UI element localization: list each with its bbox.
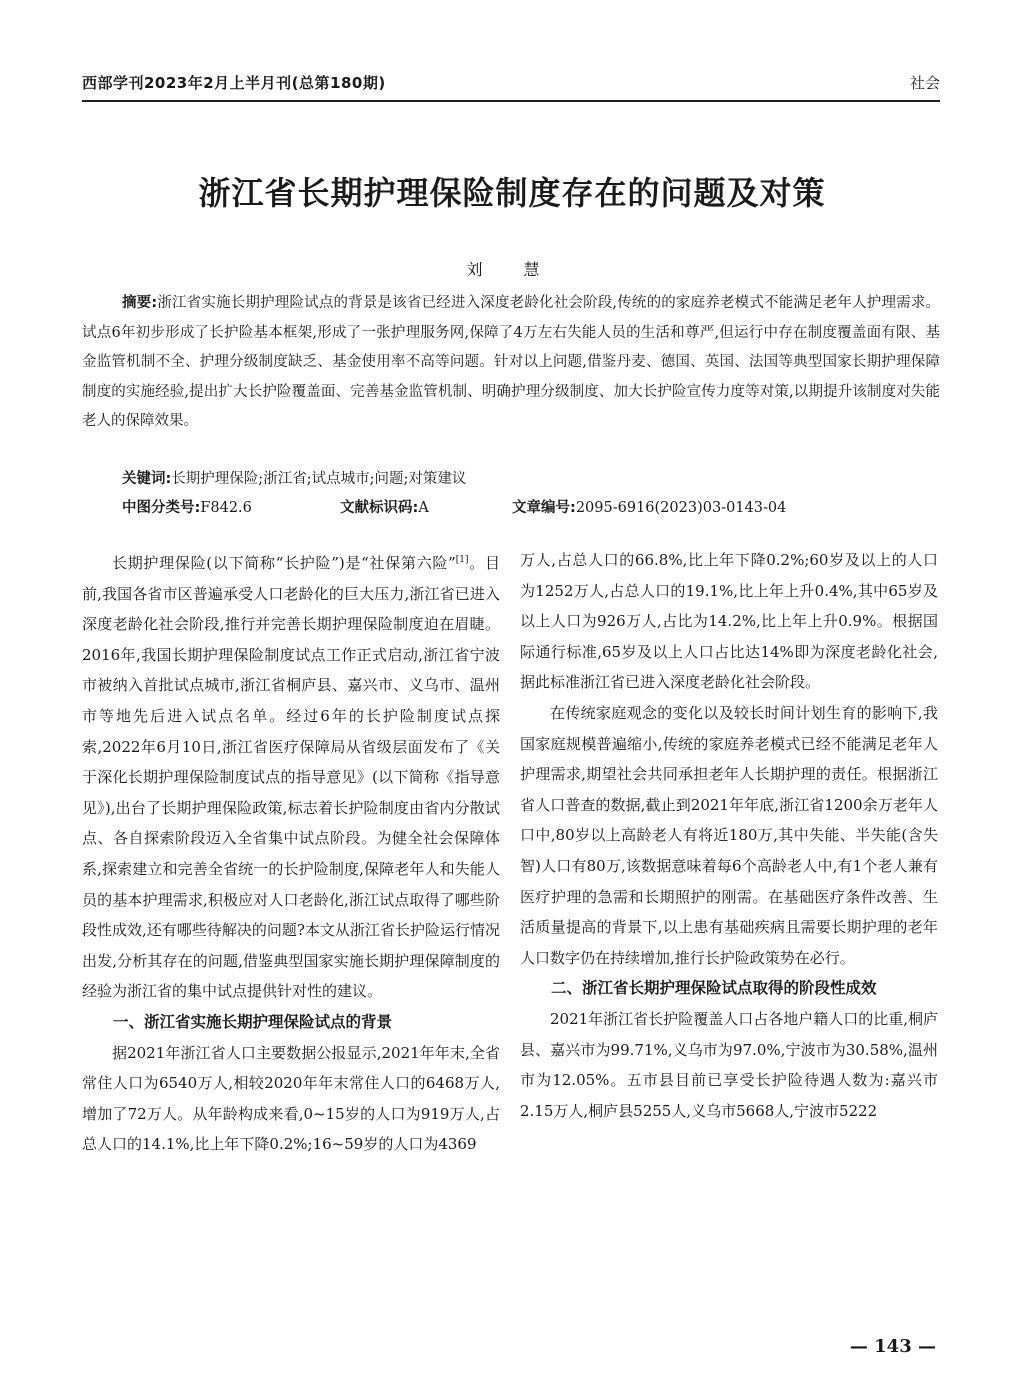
paragraph-coverage: 2021年浙江省长护险覆盖人口占各地户籍人口的比重,桐庐县、嘉兴市为99.71%,义乌市为97.0%,宁波市为30.58%,温州市为12.05%。五市县目前已享受长护险待遇人数为:嘉兴市2.15万人,桐庐县5255人,义乌市5668人,宁波市5222: [520, 1009, 938, 1120]
section-heading-1: 一、浙江省实施长期护理保险试点的背景: [113, 1012, 393, 1031]
keywords: [122, 467, 466, 488]
abstract-text: 浙江省实施长期护理险试点的背景是该省已经进入深度老龄化社会阶段,传统的的家庭养老模式不能满足老年人护理需求。试点6年初步形成了长护险基本框架,形成了一张护理服务网,保障了4万左右失能人员的生活和尊严,但运行中存在制度覆盖面有限、基金监管机制不全、护理分级制度缺乏、基金使用率不高等问题。针对以上问题,借鉴丹麦、德国、英国、法国等典型国家长期护理保障制度的实施经验,提出扩大长护险覆盖面、完善基金监管机制、明确护理分级制度、加大长护险宣传力度等对策,以期提升该制度对失能老人的保障效果。: [82, 295, 940, 429]
intro-text-b: 。目前,我国各省市区普遍承受人口老龄化的巨大压力,浙江省已进入深度老龄化社会阶段,推行并完善长期护理保险制度迫在眉睫。2016年,我国长期护理保险制度试点工作正式启动,浙江省宁波市被纳入首批试点城市,浙江省桐庐县、嘉兴市、义乌市、温州市等地先后进入试点名单。经过6年的长护险制度试点探索,2022年6月10日,浙江省医疗保障局从省级层面发布了《关于深化长期护理保险制度试点的指导意见》(以下简称《指导意见》),出台了长期护理保险政策,标志着长护险制度由省内分散试点、各自探索阶段迈入全省集中试点阶段。为健全社会保障体系,探索建立和完善全省统一的长护险制度,保障老年人和失能人员的基本护理需求,积极应对人口老龄化,浙江试点取得了哪些阶段性成效,还有哪些待解决的问题?本文从浙江省长护险运行情况出发,分析其存在的问题,借鉴典型国家实施长期护理保障制度的经验为浙江省的集中试点提供针对性的建议。: [82, 554, 500, 1001]
intro-paragraph: [82, 545, 500, 1007]
journal-name: 西部学刊2023年2月上半月刊(总第180期): [82, 74, 386, 92]
doc-code-label: 文献标识码:: [340, 500, 419, 516]
abstract: [82, 289, 940, 437]
keywords-label: 关键词:: [122, 471, 172, 487]
intro-text-a: 长期护理保险(以下简称“长护险”)是“社保第六险”: [112, 554, 456, 572]
running-header: [82, 70, 940, 102]
article-no-value: 2095-6916(2023)03-0143-04: [575, 500, 787, 516]
article-no-label: 文章编号:: [512, 500, 576, 516]
article-title: 浙江省长期护理保险制度存在的问题及对策: [198, 174, 826, 212]
left-column: [82, 545, 500, 1160]
article-author: 刘 慧: [466, 260, 558, 279]
abstract-label: 摘要:: [122, 295, 158, 311]
clc-code: [122, 496, 252, 517]
page-number: — 143 —: [849, 1336, 936, 1357]
document-code: [340, 496, 429, 517]
paragraph-continued: 万人,占总人口的66.8%,比上年下降0.2%;60岁及以上的人口为1252万人,占总人口的19.1%,比上年上升0.4%,其中65岁及以上人口为926万人,占比为14.2%,比上年上升0.9%。根据国际通行标准,65岁及以上人口占比达14%即为深度老龄化社会,据此标准浙江省已进入深度老龄化社会阶段。: [520, 551, 938, 692]
section-name: 社会: [909, 74, 940, 92]
clc-value: F842.6: [200, 500, 252, 516]
section-heading-2: 二、浙江省长期护理保险试点取得的阶段性成效: [551, 979, 877, 998]
citation-ref: [1]: [455, 555, 469, 565]
paragraph-population: 据2021年浙江省人口主要数据公报显示,2021年年末,全省常住人口为6540万人,相较2020年年末常住人口的6468万人,增加了72万人。从年龄构成来看,0~15岁的人口为919万人,占总人口的14.1%,比上年下降0.2%;16~59岁的人口为4369: [82, 1043, 500, 1154]
clc-label: 中图分类号:: [122, 500, 201, 516]
doc-code-value: A: [418, 500, 429, 516]
paragraph-family: 在传统家庭观念的变化以及较长时间计划生育的影响下,我国家庭规模普遍缩小,传统的家庭养老模式已经不能满足老年人护理需求,期望社会共同承担老年人长期护理的责任。根据浙江省人口普查的数据,截止到2021年年底,浙江省1200余万老年人口中,80岁以上高龄老人有将近180万,其中失能、半失能(含失智)人口有80万,该数据意味着每6个高龄老人中,有1个老人兼有医疗护理的急需和长期照护的刚需。在基础医疗条件改善、生活质量提高的背景下,以上患有基础疾病且需要长期护理的老年人口数字仍在持续增加,推行长护险政策势在必行。: [520, 703, 938, 967]
right-column: [520, 545, 938, 1126]
article-number: [512, 496, 786, 517]
keywords-text: 长期护理保险;浙江省;试点城市;问题;对策建议: [171, 471, 467, 487]
